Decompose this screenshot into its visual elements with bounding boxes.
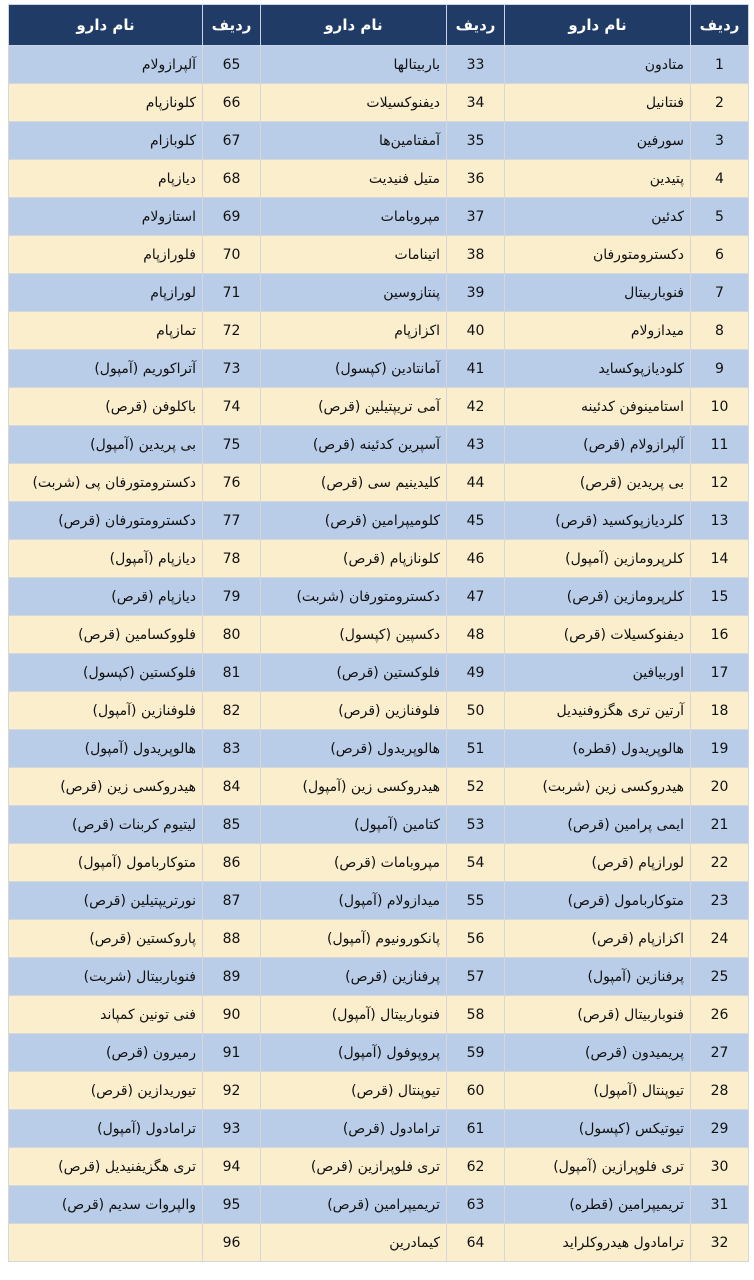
row-number-cell: 95 (203, 1186, 261, 1224)
drug-name-cell: بی پریدین (آمپول) (9, 426, 203, 464)
drug-name-cell: دکسترومتورفان پی (شربت) (9, 464, 203, 502)
row-number-cell: 70 (203, 236, 261, 274)
drug-name-cell: کلودیازپوکساید (505, 350, 691, 388)
row-number-cell: 36 (447, 160, 505, 198)
row-number-cell: 5 (691, 198, 749, 236)
drug-name-cell: استازولام (9, 198, 203, 236)
drug-name-cell: کلیدینیم سی (قرص) (261, 464, 447, 502)
drug-name-cell: میدازولام (505, 312, 691, 350)
table-row (9, 274, 749, 312)
drug-name-cell: اکزازپام (261, 312, 447, 350)
row-number-cell: 75 (203, 426, 261, 464)
drug-name-cell: باربیتالها (261, 46, 447, 84)
row-number-cell: 3 (691, 122, 749, 160)
row-number-cell: 59 (447, 1034, 505, 1072)
row-number-cell: 38 (447, 236, 505, 274)
row-number-cell: 25 (691, 958, 749, 996)
row-number-cell: 46 (447, 540, 505, 578)
drug-name-cell: پرفنازین (آمپول) (505, 958, 691, 996)
drug-name-cell: کیمادرین (261, 1224, 447, 1262)
row-number-cell: 45 (447, 502, 505, 540)
row-number-cell: 29 (691, 1110, 749, 1148)
row-number-cell: 73 (203, 350, 261, 388)
row-number-cell: 28 (691, 1072, 749, 1110)
header-drug-name: نام دارو (9, 5, 203, 46)
drug-name-cell: کدئین (505, 198, 691, 236)
table-row (9, 958, 749, 996)
table-row (9, 122, 749, 160)
drug-name-cell: کلومیپرامین (قرص) (261, 502, 447, 540)
drug-name-cell: فنوباربیتال (آمپول) (261, 996, 447, 1034)
table-row (9, 1034, 749, 1072)
drug-name-cell: هیدروکسی زین (آمپول) (261, 768, 447, 806)
row-number-cell: 24 (691, 920, 749, 958)
table-row (9, 692, 749, 730)
table-header (9, 5, 749, 46)
table-row (9, 1148, 749, 1186)
table-row (9, 1186, 749, 1224)
row-number-cell: 21 (691, 806, 749, 844)
row-number-cell: 8 (691, 312, 749, 350)
row-number-cell: 92 (203, 1072, 261, 1110)
drug-name-cell: متوکاربامول (قرص) (505, 882, 691, 920)
drug-name-cell: کلوبازام (9, 122, 203, 160)
row-number-cell: 23 (691, 882, 749, 920)
row-number-cell: 10 (691, 388, 749, 426)
drug-name-cell: فنتانیل (505, 84, 691, 122)
drug-name-cell: دکسترومتورفان (شربت) (261, 578, 447, 616)
row-number-cell: 50 (447, 692, 505, 730)
drug-name-cell: فلوکستین (کپسول) (9, 654, 203, 692)
drug-name-cell: رمیرون (قرص) (9, 1034, 203, 1072)
row-number-cell: 6 (691, 236, 749, 274)
drug-name-cell: اوربیافین (505, 654, 691, 692)
drug-name-cell: فلوکستین (قرص) (261, 654, 447, 692)
drug-name-cell: اتینامات (261, 236, 447, 274)
row-number-cell: 2 (691, 84, 749, 122)
table-row (9, 426, 749, 464)
table-row (9, 578, 749, 616)
row-number-cell: 57 (447, 958, 505, 996)
row-number-cell: 88 (203, 920, 261, 958)
row-number-cell: 84 (203, 768, 261, 806)
row-number-cell: 93 (203, 1110, 261, 1148)
drug-name-cell: فنوباربیتال (قرص) (505, 996, 691, 1034)
table-row (9, 160, 749, 198)
drug-name-cell: لیتیوم کربنات (قرص) (9, 806, 203, 844)
drug-name-cell: پاروکستین (قرص) (9, 920, 203, 958)
row-number-cell: 54 (447, 844, 505, 882)
row-number-cell: 55 (447, 882, 505, 920)
header-row-number: ردیف (447, 5, 505, 46)
drug-name-cell: تیوتیکس (کپسول) (505, 1110, 691, 1148)
row-number-cell: 42 (447, 388, 505, 426)
drug-name-cell: هیدروکسی زین (شربت) (505, 768, 691, 806)
table-row (9, 616, 749, 654)
table-row (9, 350, 749, 388)
drug-name-cell: میدازولام (آمپول) (261, 882, 447, 920)
row-number-cell: 4 (691, 160, 749, 198)
row-number-cell: 7 (691, 274, 749, 312)
drug-name-cell: فنوباربیتال (شربت) (9, 958, 203, 996)
drug-name-cell: آلپرازولام (9, 46, 203, 84)
row-number-cell: 79 (203, 578, 261, 616)
row-number-cell: 34 (447, 84, 505, 122)
drug-name-cell: مپروبامات (قرص) (261, 844, 447, 882)
row-number-cell: 15 (691, 578, 749, 616)
row-number-cell: 66 (203, 84, 261, 122)
row-number-cell: 61 (447, 1110, 505, 1148)
row-number-cell: 63 (447, 1186, 505, 1224)
table-row (9, 1110, 749, 1148)
drug-name-cell: فلورازپام (9, 236, 203, 274)
row-number-cell: 18 (691, 692, 749, 730)
row-number-cell: 65 (203, 46, 261, 84)
drug-name-cell: باکلوفن (قرص) (9, 388, 203, 426)
drug-name-cell: دیازپام (9, 160, 203, 198)
row-number-cell: 90 (203, 996, 261, 1034)
drug-name-cell: کتامین (آمپول) (261, 806, 447, 844)
row-number-cell: 39 (447, 274, 505, 312)
row-number-cell: 19 (691, 730, 749, 768)
drug-name-cell: دکسترومتورفان (505, 236, 691, 274)
drug-name-cell: ترامادول هیدروکلراید (505, 1224, 691, 1262)
drug-name-cell: آرتین تری هگزوفنیدیل (505, 692, 691, 730)
row-number-cell: 94 (203, 1148, 261, 1186)
table-row (9, 46, 749, 84)
drug-name-cell: پنتازوسین (261, 274, 447, 312)
row-number-cell: 96 (203, 1224, 261, 1262)
drug-name-cell: هالوپریدول (قطره) (505, 730, 691, 768)
row-number-cell: 43 (447, 426, 505, 464)
row-number-cell: 87 (203, 882, 261, 920)
drug-name-cell: دکسترومتورفان (قرص) (9, 502, 203, 540)
row-number-cell: 68 (203, 160, 261, 198)
row-number-cell: 32 (691, 1224, 749, 1262)
drug-name-cell: دکسپین (کپسول) (261, 616, 447, 654)
drug-name-cell: تری فلوپرازین (آمپول) (505, 1148, 691, 1186)
row-number-cell: 47 (447, 578, 505, 616)
table-row (9, 654, 749, 692)
row-number-cell: 67 (203, 122, 261, 160)
row-number-cell: 35 (447, 122, 505, 160)
drug-name-cell: ایمی پرامین (قرص) (505, 806, 691, 844)
row-number-cell: 14 (691, 540, 749, 578)
drug-name-cell: پروپوفول (آمپول) (261, 1034, 447, 1072)
row-number-cell: 33 (447, 46, 505, 84)
drug-name-cell: فلووکسامین (قرص) (9, 616, 203, 654)
drug-name-cell: بی پریدین (قرص) (505, 464, 691, 502)
table-row (9, 1224, 749, 1262)
row-number-cell: 83 (203, 730, 261, 768)
drug-name-cell: دیفنوکسیلات (261, 84, 447, 122)
row-number-cell: 9 (691, 350, 749, 388)
drug-name-cell: مپروبامات (261, 198, 447, 236)
drug-name-cell: پتیدین (505, 160, 691, 198)
drug-name-cell: تمازپام (9, 312, 203, 350)
drug-name-cell: تریمیپرامین (قرص) (261, 1186, 447, 1224)
drug-name-cell: لورازپام (قرص) (505, 844, 691, 882)
row-number-cell: 13 (691, 502, 749, 540)
row-number-cell: 22 (691, 844, 749, 882)
drug-name-cell: ترامادول (آمپول) (9, 1110, 203, 1148)
header-row-number: ردیف (691, 5, 749, 46)
row-number-cell: 16 (691, 616, 749, 654)
row-number-cell: 1 (691, 46, 749, 84)
drug-name-cell: اکزازپام (قرص) (505, 920, 691, 958)
drug-name-cell: تیوریدازین (قرص) (9, 1072, 203, 1110)
row-number-cell: 27 (691, 1034, 749, 1072)
drug-name-cell: هیدروکسی زین (قرص) (9, 768, 203, 806)
table-row (9, 388, 749, 426)
row-number-cell: 56 (447, 920, 505, 958)
row-number-cell: 77 (203, 502, 261, 540)
row-number-cell: 85 (203, 806, 261, 844)
table-row (9, 198, 749, 236)
table-row (9, 464, 749, 502)
row-number-cell: 44 (447, 464, 505, 502)
drug-name-cell: لورازپام (9, 274, 203, 312)
row-number-cell: 49 (447, 654, 505, 692)
drug-name-cell: پانکورونیوم (آمپول) (261, 920, 447, 958)
row-number-cell: 31 (691, 1186, 749, 1224)
table-row (9, 236, 749, 274)
table-row (9, 920, 749, 958)
table-row (9, 84, 749, 122)
row-number-cell: 41 (447, 350, 505, 388)
table-row (9, 806, 749, 844)
row-number-cell: 81 (203, 654, 261, 692)
table-row (9, 844, 749, 882)
row-number-cell: 26 (691, 996, 749, 1034)
drug-name-cell: نورتریپتیلین (قرص) (9, 882, 203, 920)
table-body (9, 46, 749, 1262)
drug-name-cell: فنی تونین کمپاند (9, 996, 203, 1034)
drug-name-cell: پریمیدون (قرص) (505, 1034, 691, 1072)
row-number-cell: 30 (691, 1148, 749, 1186)
row-number-cell: 60 (447, 1072, 505, 1110)
drug-name-cell: سورفین (505, 122, 691, 160)
drug-name-cell: متوکاربامول (آمپول) (9, 844, 203, 882)
drug-name-cell: آمی تریپتیلین (قرص) (261, 388, 447, 426)
header-drug-name: نام دارو (505, 5, 691, 46)
row-number-cell: 58 (447, 996, 505, 1034)
row-number-cell: 74 (203, 388, 261, 426)
row-number-cell: 72 (203, 312, 261, 350)
row-number-cell: 17 (691, 654, 749, 692)
drug-name-cell: متیل فنیدیت (261, 160, 447, 198)
drug-name-cell: آتراکوریم (آمپول) (9, 350, 203, 388)
table-row (9, 768, 749, 806)
drug-table (8, 4, 749, 1262)
row-number-cell: 40 (447, 312, 505, 350)
row-number-cell: 53 (447, 806, 505, 844)
row-number-cell: 76 (203, 464, 261, 502)
drug-name-cell (9, 1224, 203, 1262)
drug-name-cell: آلپرازولام (قرص) (505, 426, 691, 464)
row-number-cell: 78 (203, 540, 261, 578)
table-row (9, 502, 749, 540)
table-row (9, 730, 749, 768)
table-row (9, 1072, 749, 1110)
drug-name-cell: فنوباربیتال (505, 274, 691, 312)
row-number-cell: 64 (447, 1224, 505, 1262)
drug-name-cell: دیازپام (قرص) (9, 578, 203, 616)
drug-name-cell: پرفنازین (قرص) (261, 958, 447, 996)
table-row (9, 540, 749, 578)
row-number-cell: 86 (203, 844, 261, 882)
drug-name-cell: کلرپرومازین (قرص) (505, 578, 691, 616)
table-row (9, 312, 749, 350)
row-number-cell: 69 (203, 198, 261, 236)
row-number-cell: 51 (447, 730, 505, 768)
table-row (9, 882, 749, 920)
drug-name-cell: والپروات سدیم (قرص) (9, 1186, 203, 1224)
row-number-cell: 71 (203, 274, 261, 312)
drug-name-cell: کلرپرومازین (آمپول) (505, 540, 691, 578)
row-number-cell: 20 (691, 768, 749, 806)
row-number-cell: 62 (447, 1148, 505, 1186)
row-number-cell: 11 (691, 426, 749, 464)
table-row (9, 996, 749, 1034)
drug-name-cell: هالوپریدول (قرص) (261, 730, 447, 768)
row-number-cell: 37 (447, 198, 505, 236)
row-number-cell: 80 (203, 616, 261, 654)
row-number-cell: 91 (203, 1034, 261, 1072)
drug-name-cell: هالوپریدول (آمپول) (9, 730, 203, 768)
drug-name-cell: تیوپنتال (آمپول) (505, 1072, 691, 1110)
drug-name-cell: تیوپنتال (قرص) (261, 1072, 447, 1110)
row-number-cell: 82 (203, 692, 261, 730)
drug-name-cell: آمفتامین‌ها (261, 122, 447, 160)
drug-name-cell: کلونازپام (قرص) (261, 540, 447, 578)
drug-name-cell: تریمیپرامین (قطره) (505, 1186, 691, 1224)
row-number-cell: 12 (691, 464, 749, 502)
drug-name-cell: دیازپام (آمپول) (9, 540, 203, 578)
drug-name-cell: متادون (505, 46, 691, 84)
drug-name-cell: آسپرین کدئینه (قرص) (261, 426, 447, 464)
drug-name-cell: تری هگزیفنیدیل (قرص) (9, 1148, 203, 1186)
drug-name-cell: ترامادول (قرص) (261, 1110, 447, 1148)
drug-name-cell: استامینوفن کدئینه (505, 388, 691, 426)
drug-name-cell: فلوفنازین (قرص) (261, 692, 447, 730)
drug-name-cell: کلونازپام (9, 84, 203, 122)
drug-name-cell: تری فلوپرازین (قرص) (261, 1148, 447, 1186)
row-number-cell: 89 (203, 958, 261, 996)
header-drug-name: نام دارو (261, 5, 447, 46)
row-number-cell: 48 (447, 616, 505, 654)
drug-name-cell: آمانتادین (کپسول) (261, 350, 447, 388)
drug-name-cell: فلوفنازین (آمپول) (9, 692, 203, 730)
header-row-number: ردیف (203, 5, 261, 46)
row-number-cell: 52 (447, 768, 505, 806)
drug-name-cell: دیفنوکسیلات (قرص) (505, 616, 691, 654)
drug-name-cell: کلردیازپوکسید (قرص) (505, 502, 691, 540)
